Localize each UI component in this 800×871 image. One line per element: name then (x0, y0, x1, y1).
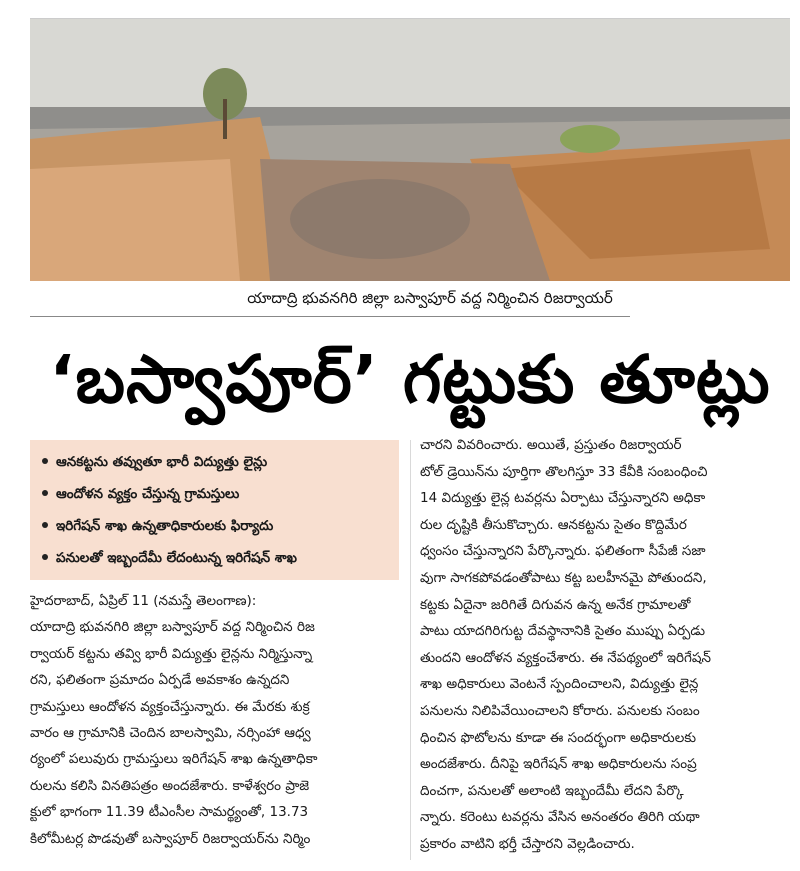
article-column-left (30, 588, 402, 858)
highlight-item (40, 446, 389, 478)
highlight-text: పనులతో ఇబ్బందేమీ లేదంటున్న ఇరిగేషన్ శాఖ (56, 550, 297, 566)
article-line: దించగా, పనులతో అలాంటి ఇబ్బందేమీ లేదని పేర్కొ (420, 782, 684, 799)
article-line: ప్రకారం వాటిని భర్తీ చేస్తారని వెల్లడించారు. (420, 835, 635, 852)
bullet-dot-icon (42, 458, 48, 464)
article-line: కట్టకు ఏదైనా జరిగితే దిగువన ఉన్న అనేక గ్రామాలతో (420, 596, 691, 613)
highlight-text: ఇరిగేషన్ శాఖ ఉన్నతాధికారులకు ఫిర్యాదు (56, 518, 274, 534)
article-line: పాటు యాదగిరిగుట్ట దేవస్థానానికి సైతం ముప్పు ఏర్పడు (420, 623, 706, 640)
photo-caption: యాదాద్రి భువనగిరి జిల్లా బస్వాపూర్ వద్ద నిర్మించిన రిజర్వాయర్ (247, 289, 613, 307)
article-line: హైదరాబాద్, ఏప్రిల్ 11 (నమస్తే తెలంగాణ): (30, 593, 257, 609)
article-line: తుందని ఆందోళన వ్యక్తంచేశారు. ఈ నేపథ్యంలో ఇరిగేషన్ (420, 649, 712, 666)
article-line: గ్రామస్తులు ఆందోళన వ్యక్తంచేస్తున్నారు. ఈ మేరకు శుక్ర (30, 698, 310, 715)
article-line: క్టులో భాగంగా 11.39 టీఎంసీల సామర్థ్యంతో, 13.73 (30, 804, 309, 821)
article-line: శాఖ అధికారులు వెంటనే స్పందించాలని, విద్యుత్తు లైన్ల (420, 676, 699, 693)
highlight-item (40, 510, 389, 542)
headline: ‘బస్వాపూర్’ గట్టుకు తూట్లు (49, 341, 771, 418)
article-line: పనులను నిలిపివేయించాలని కోరారు. పనులకు సంబం (420, 702, 700, 719)
article-line: ధించిన ఫొటోలను కూడా ఈ సందర్భంగా అధికారులకు (420, 729, 696, 746)
article-line: చారని వివరించారు. అయితే, ప్రస్తుతం రిజర్వాయర్ (420, 437, 682, 453)
article-line: వారం ఆ గ్రామానికి చెందిన బాలస్వామి, నర్సింహా ఆధ్వ (30, 725, 311, 742)
article-line: టోల్ డ్రెయిన్‌ను పూర్తిగా తొలగిస్తూ 33 కేవీకి సంబంధించి (420, 463, 708, 480)
article-line: ర్వాయర్ కట్టను తవ్వి భారీ విద్యుత్తు లైన్లను నిర్మిస్తున్నా (30, 645, 313, 662)
article-line: యాదాద్రి భువనగిరి జిల్లా బస్వాపూర్ వద్ద నిర్మించిన రిజ (30, 619, 315, 636)
news-photo (30, 18, 790, 281)
article-line: రులను కలిసి వినతిపత్రం అందజేశారు. కాళేశ్వరం ప్రాజె (30, 777, 310, 794)
article-line: 14 విద్యుత్తు లైన్ల టవర్లను ఏర్పాటు చేస్తున్నారని అధికా (420, 490, 706, 507)
article-line: ధ్వంసం చేస్తున్నారని పేర్కొన్నారు. ఫలితంగా సీపేజీ సజా (420, 543, 706, 560)
article-column-right (420, 432, 792, 862)
article-line: వుగా సాగకపోవడంతోపాటు కట్ట బలహీనమై పోతుందని, (420, 569, 707, 586)
article-line: న్నారు. కరెంటు టవర్లను వేసిన అనంతరం తిరిగి యథా (420, 809, 700, 826)
bullet-dot-icon (42, 554, 48, 560)
column-divider (410, 440, 411, 860)
article-line: ర్యంలో పలువురు గ్రామస్తులు ఇరిగేషన్ శాఖ ఉన్నతాధికా (30, 751, 318, 768)
bullet-dot-icon (42, 490, 48, 496)
highlight-text: ఆందోళన వ్యక్తం చేస్తున్న గ్రామస్తులు (56, 486, 240, 502)
reservoir-breach-image (30, 19, 790, 281)
highlight-text: ఆనకట్టను తవ్వుతూ భారీ విద్యుత్తు లైన్లు (56, 454, 268, 470)
article-line: రుల దృష్టికి తీసుకొచ్చారు. ఆనకట్టను సైతం కొద్దిమేర (420, 516, 687, 533)
article-line: రని, ఫలితంగా ప్రమాదం ఏర్పడే అవకాశం ఉన్నదని (30, 672, 290, 689)
highlight-item (40, 542, 389, 574)
caption-divider (30, 316, 630, 317)
bullet-dot-icon (42, 522, 48, 528)
article-line: కిలోమీటర్ల పొడవుతో బస్వాపూర్ రిజర్వాయర్‌ను నిర్మిం (30, 830, 311, 847)
article-line: అందజేశారు. దీనిపై ఇరిగేషన్ శాఖ అధికారులను సంప్ర (420, 756, 697, 773)
highlight-item (40, 478, 389, 510)
highlights-box (30, 440, 399, 580)
